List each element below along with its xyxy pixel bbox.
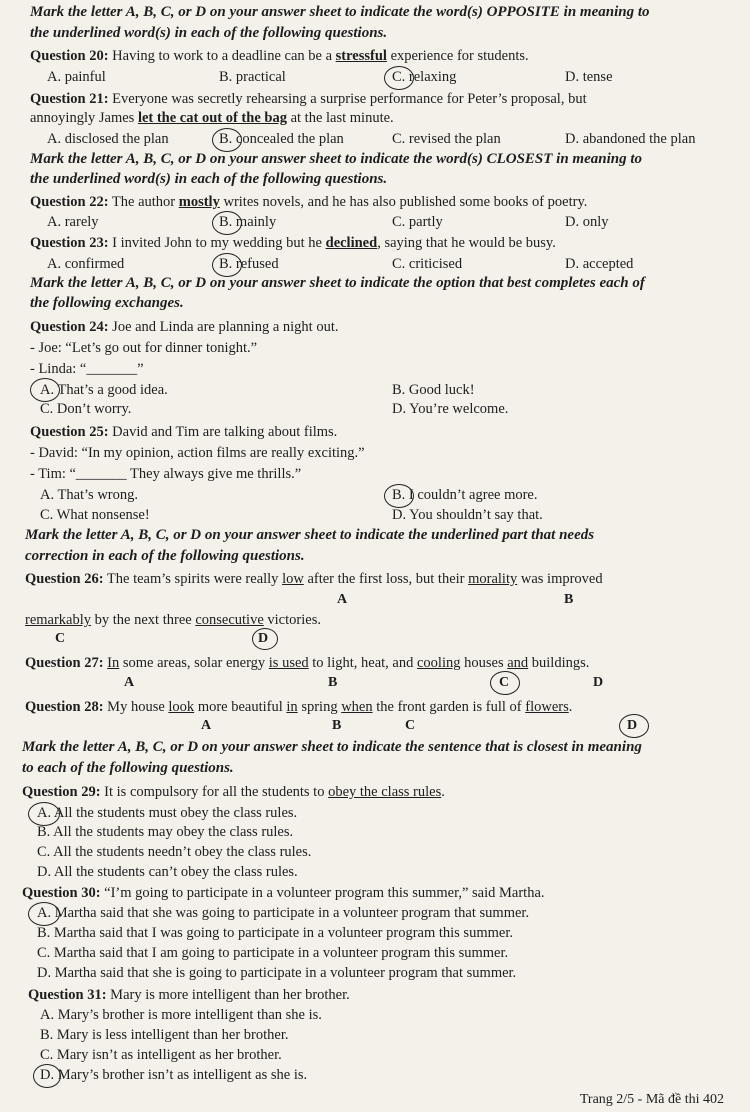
- instruction-sentence-cont: to each of the following questions.: [22, 760, 234, 776]
- q25-david-line: - David: “In my opinion, action films are really exciting.”: [30, 445, 365, 461]
- page-footer: Trang 2/5 - Mã đề thi 402: [579, 1092, 724, 1107]
- q24-option-a: A. That’s a good idea.: [40, 382, 168, 398]
- q26-mark-d: D: [258, 631, 269, 646]
- q23-option-b: B. refused: [219, 256, 279, 272]
- q26-mark-b: B: [564, 592, 574, 607]
- q23-option-c: C. criticised: [392, 256, 463, 272]
- q20-option-b: B. practical: [219, 69, 286, 85]
- answer-circle: [30, 378, 60, 402]
- question-20: Question 20: Having to work to a deadline can be a stressful experience for students.: [30, 48, 529, 64]
- q21-option-d: D. abandoned the plan: [565, 131, 696, 147]
- q27-mark-d: D: [593, 675, 604, 690]
- question-22: Question 22: The author mostly writes novels, and he has also published some books of poetry.: [30, 194, 588, 210]
- q31-option-d: D. Mary’s brother isn’t as intelligent as she is.: [40, 1067, 308, 1083]
- question-28: Question 28: My house look more beautiful in spring when the front garden is full of flowers.: [25, 699, 573, 715]
- q31-option-c: C. Mary isn’t as intelligent as her brother.: [40, 1047, 282, 1063]
- q22-option-c: C. partly: [392, 214, 443, 230]
- q30-option-a: A. Martha said that she was going to participate in a volunteer program that summer.: [37, 905, 530, 921]
- q20-option-d: D. tense: [565, 69, 613, 85]
- instruction-sentence: Mark the letter A, B, C, or D on your answer sheet to indicate the sentence that is closest in meaning: [22, 739, 642, 755]
- q20-option-a: A. painful: [47, 69, 106, 85]
- instruction-correction: Mark the letter A, B, C, or D on your answer sheet to indicate the underlined part that needs: [25, 527, 595, 543]
- question-27: Question 27: In some areas, solar energy is used to light, heat, and cooling houses and buildings.: [25, 655, 590, 671]
- instruction-opposite-cont: the underlined word(s) in each of the following questions.: [30, 25, 388, 41]
- answer-circle: [28, 802, 60, 826]
- q30-option-c: C. Martha said that I am going to participate in a volunteer program this summer.: [37, 945, 509, 961]
- q25-option-b: B. I couldn’t agree more.: [392, 487, 538, 503]
- answer-circle: [619, 714, 649, 738]
- question-29: Question 29: It is compulsory for all the students to obey the class rules.: [22, 784, 445, 800]
- q27-mark-c: C: [499, 675, 510, 690]
- q22-option-a: A. rarely: [47, 214, 99, 230]
- question-21-cont: annoyingly James let the cat out of the bag at the last minute.: [30, 110, 394, 126]
- q22-option-b: B. mainly: [219, 214, 277, 230]
- answer-circle: [384, 484, 414, 508]
- question-24: Question 24: Joe and Linda are planning a night out.: [30, 319, 339, 335]
- q25-option-d: D. You shouldn’t say that.: [392, 507, 543, 523]
- answer-circle: [252, 628, 278, 650]
- q21-option-b: B. concealed the plan: [219, 131, 344, 147]
- instruction-correction-cont: correction in each of the following questions.: [25, 548, 305, 564]
- q30-option-b: B. Martha said that I was going to participate in a volunteer program this summer.: [37, 925, 513, 941]
- q30-option-d: D. Martha said that she is going to participate in a volunteer program that summer.: [37, 965, 517, 981]
- instruction-exchanges: Mark the letter A, B, C, or D on your answer sheet to indicate the option that best completes each of: [30, 275, 645, 291]
- q31-option-a: A. Mary’s brother is more intelligent than she is.: [40, 1007, 322, 1023]
- answer-circle: [212, 211, 242, 235]
- instruction-opposite: Mark the letter A, B, C, or D on your answer sheet to indicate the word(s) OPPOSITE in meaning to: [30, 4, 650, 20]
- q29-option-c: C. All the students needn’t obey the class rules.: [37, 844, 312, 860]
- question-25: Question 25: David and Tim are talking about films.: [30, 424, 338, 440]
- q25-option-c: C. What nonsense!: [40, 507, 150, 523]
- q29-option-b: B. All the students may obey the class rules.: [37, 824, 294, 840]
- q22-option-d: D. only: [565, 214, 609, 230]
- q28-mark-b: B: [332, 718, 342, 733]
- q27-mark-a: A: [124, 675, 135, 690]
- answer-circle: [490, 671, 520, 695]
- q23-option-a: A. confirmed: [47, 256, 125, 272]
- question-21: Question 21: Everyone was secretly rehearsing a surprise performance for Peter’s proposal, but: [30, 91, 587, 107]
- q25-tim-line: - Tim: “_______ They always give me thrills.”: [30, 466, 302, 482]
- q23-option-d: D. accepted: [565, 256, 634, 272]
- question-26-cont: remarkably by the next three consecutive victories.: [25, 612, 321, 628]
- q24-option-b: B. Good luck!: [392, 382, 475, 398]
- q28-mark-c: C: [405, 718, 416, 733]
- q26-mark-a: A: [337, 592, 348, 607]
- q28-mark-d: D: [627, 718, 638, 733]
- q20-option-c: C. relaxing: [392, 69, 457, 85]
- q26-mark-c: C: [55, 631, 66, 646]
- q27-mark-b: B: [328, 675, 338, 690]
- instruction-closest-cont: the underlined word(s) in each of the following questions.: [30, 171, 388, 187]
- instruction-exchanges-cont: the following exchanges.: [30, 295, 184, 311]
- q21-option-a: A. disclosed the plan: [47, 131, 169, 147]
- answer-circle: [384, 66, 414, 90]
- q24-option-d: D. You’re welcome.: [392, 401, 509, 417]
- q29-option-a: A. All the students must obey the class rules.: [37, 805, 298, 821]
- q29-option-d: D. All the students can’t obey the class rules.: [37, 864, 298, 880]
- answer-circle: [212, 253, 242, 277]
- question-23: Question 23: I invited John to my wedding but he declined, saying that he would be busy.: [30, 235, 556, 251]
- question-31: Question 31: Mary is more intelligent than her brother.: [28, 987, 350, 1003]
- q24-joe-line: - Joe: “Let’s go out for dinner tonight.”: [30, 340, 258, 356]
- instruction-closest: Mark the letter A, B, C, or D on your answer sheet to indicate the word(s) CLOSEST in meaning to: [30, 151, 643, 167]
- q28-mark-a: A: [201, 718, 212, 733]
- answer-circle: [33, 1064, 61, 1088]
- question-30: Question 30: “I’m going to participate in a volunteer program this summer,” said Martha.: [22, 885, 545, 901]
- q21-option-c: C. revised the plan: [392, 131, 501, 147]
- q31-option-b: B. Mary is less intelligent than her brother.: [40, 1027, 289, 1043]
- q25-option-a: A. That’s wrong.: [40, 487, 139, 503]
- answer-circle: [28, 902, 60, 926]
- q24-linda-line: - Linda: “_______”: [30, 361, 144, 377]
- question-26: Question 26: The team’s spirits were really low after the first loss, but their morality was improved: [25, 571, 603, 587]
- answer-circle: [212, 128, 242, 152]
- q24-option-c: C. Don’t worry.: [40, 401, 132, 417]
